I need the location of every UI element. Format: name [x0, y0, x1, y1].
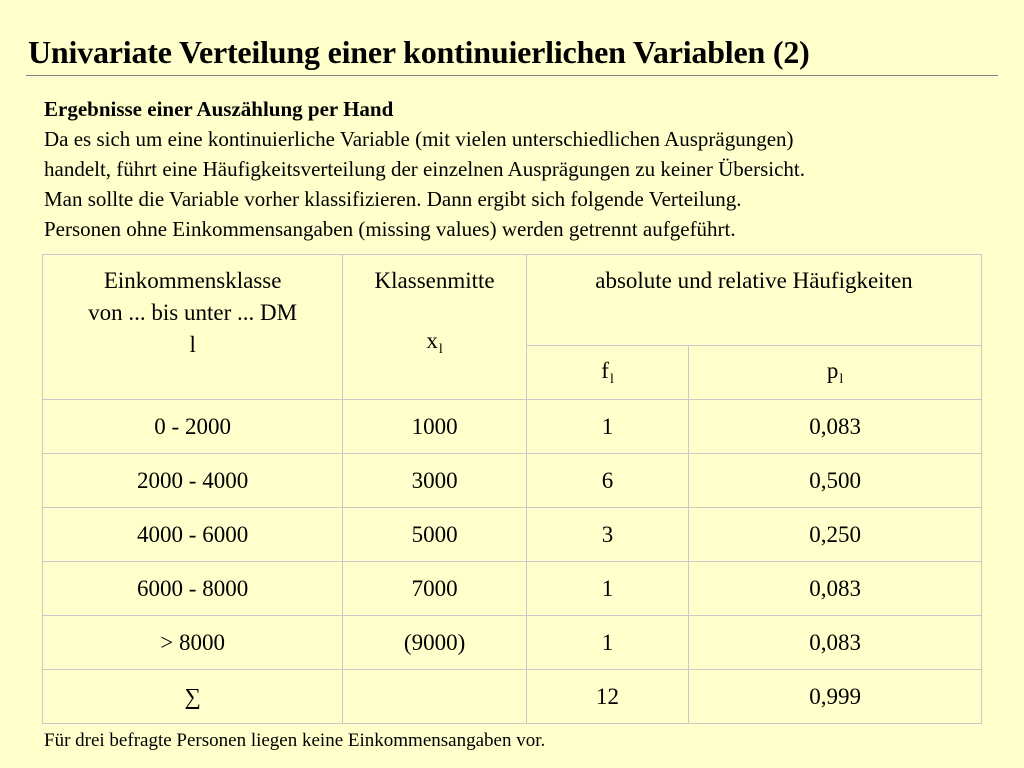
cell-class: 0 - 2000	[43, 400, 343, 454]
header-class-midpoint	[343, 255, 527, 400]
header-midpoint-symbol	[343, 325, 526, 366]
p-subscript: l	[839, 371, 844, 387]
cell-absolute: 6	[526, 454, 688, 508]
cell-class: 2000 - 4000	[43, 454, 343, 508]
cell-class: > 8000	[43, 616, 343, 670]
header-frequencies: absolute und relative Häufigkeiten	[526, 255, 981, 346]
cell-class: 4000 - 6000	[43, 508, 343, 562]
intro-line: Man sollte die Variable vorher klassifizieren. Dann ergibt sich folgende Verteilung.	[44, 187, 742, 211]
header-income-class-line3: l	[189, 332, 196, 357]
cell-midpoint: 1000	[343, 400, 527, 454]
table-row	[43, 562, 982, 616]
header-relative-frequency	[689, 346, 982, 400]
header-class-midpoint-label: Klassenmitte	[374, 268, 495, 293]
f-symbol: f	[601, 357, 609, 383]
table-row	[43, 616, 982, 670]
footnote: Für drei befragte Personen liegen keine Einkommensangaben vor.	[44, 730, 546, 751]
header-income-class-line2: von ... bis unter ... DM	[88, 300, 298, 325]
table-header-row	[43, 255, 982, 346]
table-row	[43, 400, 982, 454]
midpoint-symbol: x	[426, 328, 438, 353]
intro-line: handelt, führt eine Häufigkeitsverteilung der einzelnen Ausprägungen zu keiner Übersicht.	[44, 157, 805, 181]
header-absolute-frequency	[526, 346, 688, 400]
cell-absolute: 3	[526, 508, 688, 562]
title-divider	[26, 75, 998, 76]
intro-subtitle: Ergebnisse einer Auszählung per Hand	[44, 97, 394, 121]
cell-absolute: 1	[526, 562, 688, 616]
intro-text	[44, 94, 1004, 244]
cell-relative: 0,083	[689, 562, 982, 616]
cell-relative: 0,500	[689, 454, 982, 508]
f-subscript: l	[609, 371, 614, 387]
cell-relative: 0,083	[689, 400, 982, 454]
p-symbol: p	[826, 357, 839, 383]
cell-midpoint: (9000)	[343, 616, 527, 670]
header-income-class	[43, 255, 343, 400]
midpoint-subscript: l	[438, 342, 443, 357]
cell-absolute: 1	[526, 400, 688, 454]
table-row	[43, 508, 982, 562]
cell-midpoint: 7000	[343, 562, 527, 616]
cell-midpoint: 3000	[343, 454, 527, 508]
cell-absolute: 1	[526, 616, 688, 670]
frequency-table	[42, 254, 982, 724]
intro-line: Da es sich um eine kontinuierliche Variable (mit vielen unterschiedlichen Ausprägungen)	[44, 127, 794, 151]
cell-relative: 0,083	[689, 616, 982, 670]
cell-class: 6000 - 8000	[43, 562, 343, 616]
intro-line: Personen ohne Einkommensangaben (missing values) werden getrennt aufgeführt.	[44, 217, 736, 241]
cell-relative: 0,250	[689, 508, 982, 562]
table-sum-row	[43, 670, 982, 724]
header-income-class-line1: Einkommensklasse	[103, 268, 282, 293]
cell-midpoint: 5000	[343, 508, 527, 562]
table-row	[43, 454, 982, 508]
page-title: Univariate Verteilung einer kontinuierlichen Variablen (2)	[28, 34, 810, 70]
cell-absolute-total: 12	[526, 670, 688, 724]
cell-relative-total: 0,999	[689, 670, 982, 724]
cell-sum-symbol: ∑	[43, 670, 343, 724]
cell-midpoint	[343, 670, 527, 724]
